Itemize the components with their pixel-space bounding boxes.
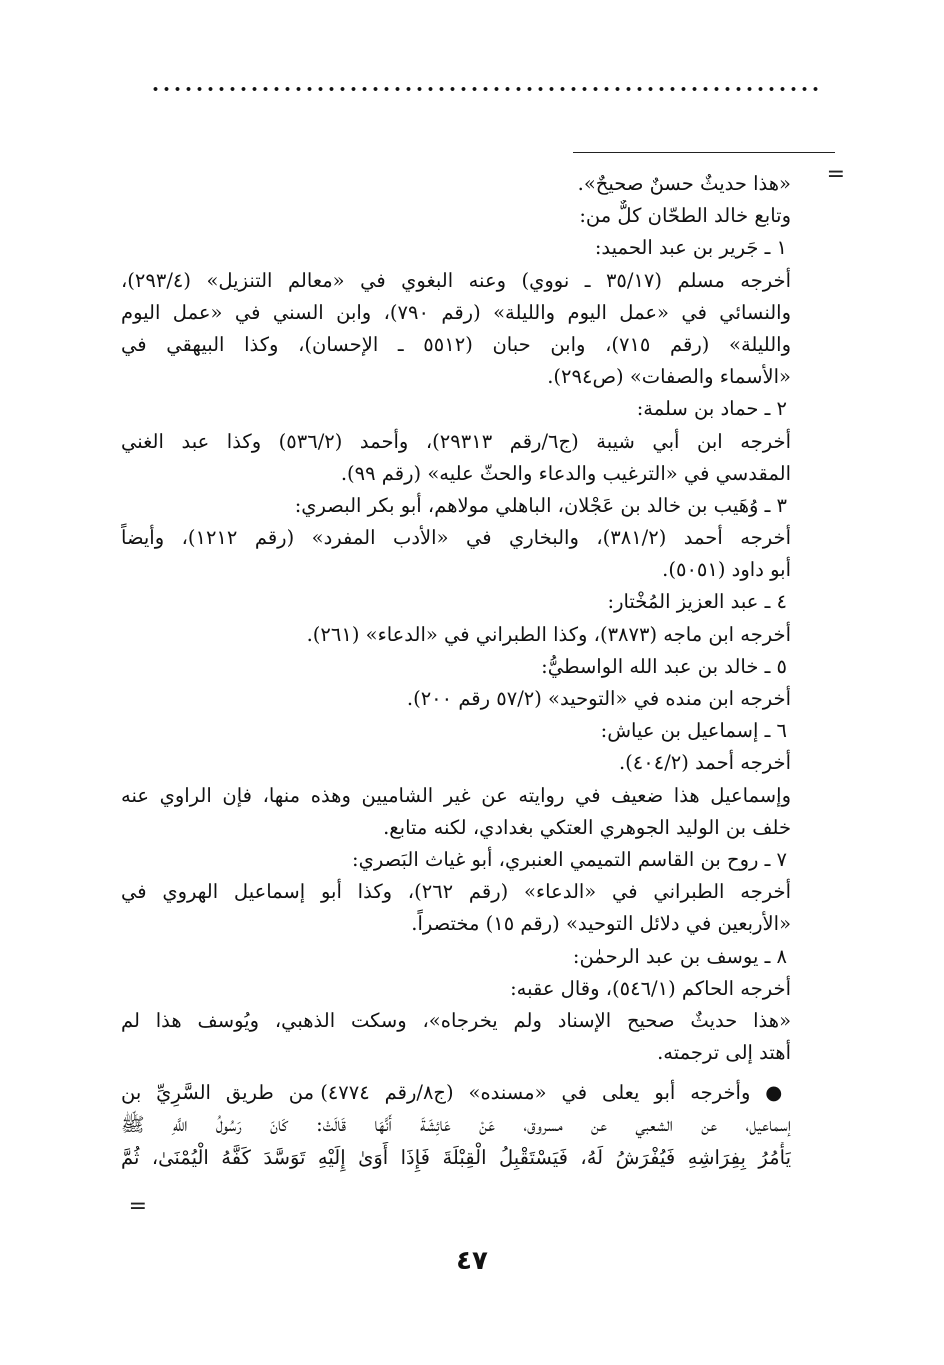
narrator-heading: ١ ـ جَرير بن عبد الحميد: xyxy=(594,236,787,260)
narrator-heading: ٨ ـ يوسف بن عبد الرحمٰن: xyxy=(572,944,787,968)
text-line: أخرجه الحاكم (٥٤٦/١)، وقال عقبه: xyxy=(510,976,791,1000)
narrator-heading: ٦ ـ إسماعيل بن عياش: xyxy=(600,719,787,743)
text-line: يَأْمُرُ بِفِرَاشِهِ فَيُفْرَشُ لَهُ، فَيَسْتَقْبِلُ الْقِبْلَةَ فَإِذَا أَوَىٰ إِلَيْهِ تَوَسَّدَ كَفَّهُ الْيُمْنَىٰ، ثُمَّ xyxy=(121,1145,791,1169)
text-line: أخرجه مسلم (٣٥/١٧ ـ نووي) وعنه البغوي في «معالم التنزيل» (٢٩٣/٤)، xyxy=(121,268,791,292)
text-line: أخرجه أحمد (٤٠٤/٢). xyxy=(618,751,791,775)
continuation-mark-bottom: = xyxy=(128,1194,147,1219)
text-line: «الأربعين في دلائل التوحيد» (رقم ١٥) مختصراً. xyxy=(411,912,791,936)
top-dotted-rule xyxy=(150,86,820,92)
text-line: أخرجه أحمد (٣٨١/٢)، والبخاري في «الأدب المفرد» (رقم ١٢١٢)، وأيضاً xyxy=(121,526,791,550)
text-line: خلف بن الوليد الجوهري العتكي بغدادي، لكنه متابع. xyxy=(383,815,791,839)
text-line: أخرجه ابن منده في «التوحيد» (٥٧/٢ رقم ٢٠٠). xyxy=(406,687,791,710)
text-line: أخرجه الطبراني في «الدعاء» (رقم ٢٦٢)، وكذا أبو إسماعيل الهروي في xyxy=(121,880,791,904)
continuation-mark-top: = xyxy=(826,162,845,187)
text-line: أخرجه ابن أبي شيبة (ج٦/رقم ٢٩٣١٣)، وأحمد (٥٣٦/٢) وكذا عبد الغني xyxy=(121,429,791,453)
text-line: والنسائي في «عمل اليوم والليلة» (رقم ٧٩٠)، وابن السني في «عمل اليوم xyxy=(121,300,791,324)
text-line: ● وأخرجه أبو يعلى في «مسنده» (ج٨/رقم ٤٧٧٤) من طريق السَّرِيِّ بن xyxy=(121,1081,791,1105)
text-line: أهتد إلى ترجمته. xyxy=(657,1041,791,1065)
footnote-text xyxy=(121,168,791,1174)
text-line: أبو داود (٥٠٥١). xyxy=(662,558,791,582)
footnote-separator xyxy=(573,152,835,153)
text-line: وتابع خالد الطحّان كلٌّ من: xyxy=(579,204,791,228)
page-number: ٤٧ xyxy=(456,1246,488,1276)
narrator-heading: ٤ ـ عبد العزيز المُخْتار: xyxy=(607,590,787,614)
text-line: وإسماعيل هذا ضعيف في روايته عن غير الشاميين وهذه منها، فإن الراوي عنه xyxy=(121,783,791,807)
text-line: «الأسماء والصفات» (ص٢٩٤). xyxy=(547,365,791,389)
text-line: المقدسي في «الترغيب والدعاء والحثّ عليه» (رقم ٩٩). xyxy=(340,461,791,485)
narrator-heading: ٥ ـ خالد بن عبد الله الواسطيُّ: xyxy=(541,654,787,678)
paragraph-gap xyxy=(121,1069,791,1077)
narrator-heading: ٣ ـ وُهَيب بن خالد بن عَجْلان، الباهلي مولاهم، أبو بكر البصري: xyxy=(294,493,787,517)
text-line: «هذا حديثٌ حسنٌ صحيحٌ». xyxy=(577,172,791,195)
narrator-heading: ٧ ـ روح بن القاسم التميمي العنبري، أبو غياث البَصري: xyxy=(352,847,787,871)
text-line: «هذا حديثٌ صحيح الإسناد ولم يخرجاه»، وسكت الذهبي، ويُوسف هذا لم xyxy=(121,1008,791,1032)
text-line: إسماعيل، عن الشعبي عن مسروق، عَنْ عَائِشَةَ أَنَّهَا قَالَتْ: كَانَ رَسُولُ اللَّهِ ﷺ xyxy=(121,1113,791,1137)
text-line: والليلة» (رقم ٧١٥)، وابن حبان (٥٥١٢ ـ الإحسان)، وكذا البيهقي في xyxy=(121,332,791,356)
narrator-heading: ٢ ـ حماد بن سلمة: xyxy=(636,397,787,421)
text-line: أخرجه ابن ماجه (٣٨٧٣)، وكذا الطبراني في «الدعاء» (٢٦١). xyxy=(306,622,791,646)
